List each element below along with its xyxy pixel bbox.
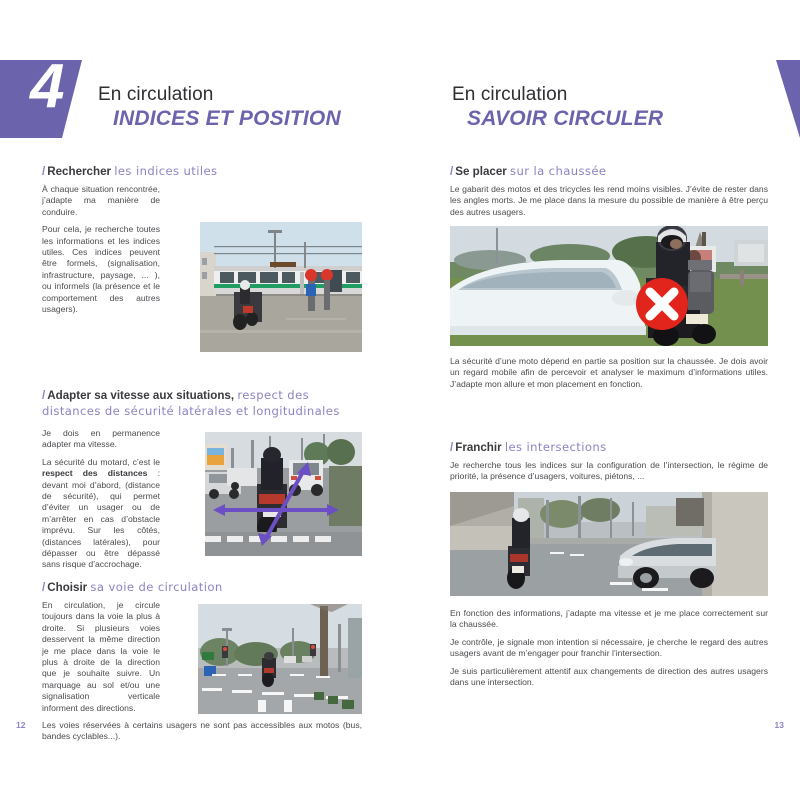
section1-para2: Pour cela, je recherche toutes les informations et les indices utiles. Ces indices peuvent être formels, (signalisation, infrastructure, paysage, ... ), ou informels (la présence et le comportement des autres usagers). (42, 224, 160, 315)
section-heading-se-placer (450, 164, 780, 179)
heading-slash-3: / (42, 581, 46, 594)
spread-canvas (0, 36, 800, 742)
heading-title-r1: Se placer (455, 165, 507, 178)
left-closing-paragraph (42, 720, 362, 743)
section2-para2: La sécurité du motard, c’est le respect des distances : devant moi d’abord, (distance de sécurité), qui permet d’éviter un usager ou de m’arrêter en cas d’obstacle imprévu. Sur les côtés, (distances latérales), pour dépasser ou être dépassé sans risque d’accrochage. (42, 456, 160, 570)
heading-slash-r1: / (450, 165, 454, 178)
photo-safety-distance (205, 432, 362, 556)
left-page-header (98, 84, 341, 131)
photo-safety-distance-art (205, 432, 362, 556)
chapter-number: 4 (30, 52, 63, 121)
heading-slash-2: / (42, 389, 46, 402)
section1-para1: À chaque situation rencontrée, j’adapte ma manière de conduire. (42, 184, 160, 217)
heading-subtitle: les indices utiles (114, 164, 218, 178)
section-heading-franchir (450, 440, 780, 455)
photo-lane-choice-art (198, 604, 362, 714)
heading-subtitle-3: sa voie de circulation (90, 580, 223, 594)
section1-body (42, 184, 160, 315)
chapter-tab-notch (62, 60, 82, 138)
right-header-line1: En circulation (452, 84, 568, 105)
photo-tram-crossing (200, 222, 362, 352)
right-header-line2: SAVOIR CIRCULER (467, 107, 664, 130)
right-page (400, 36, 800, 736)
right-page-header (452, 84, 663, 131)
page-number-left: 12 (16, 720, 26, 730)
right-section2-after (450, 608, 768, 688)
red-cross-badge (636, 278, 688, 330)
left-closing-text: Les voies réservées à certains usagers ne sont pas accessibles aux motos (bus, bandes cyclables...). (42, 720, 362, 742)
heading-subtitle-2: respect des (237, 388, 310, 402)
heading-subtitle-2-line2: distances de sécurité latérales et longitudinales (42, 404, 340, 418)
right-section1-after (450, 356, 768, 390)
section-heading-adapter (42, 388, 372, 419)
left-page (0, 36, 400, 742)
section2-bold: respect des distances (42, 468, 148, 479)
heading-subtitle-r2: les intersections (504, 440, 607, 454)
heading-title: Rechercher (47, 165, 112, 178)
photo-intersection (450, 492, 768, 596)
heading-title-3: Choisir (47, 581, 88, 594)
right-section2-after-p1: En fonction des informations, j’adapte ma vitesse et je me place correctement sur la chaussée. (450, 608, 768, 630)
section2-body (42, 428, 160, 571)
right-section1-intro-text: Le gabarit des motos et des tricycles les rend moins visibles. J’évite de rester dans les angles morts. Je me place dans la mesure du possible de manière à être perçu des autres usagers. (450, 184, 768, 217)
photo-blind-spot (450, 226, 768, 346)
right-section2-after-p2: Je contrôle, je signale mon intention si nécessaire, je cherche le regard des autres usagers avant de m’engager pour franchir l’intersection. (450, 636, 768, 659)
heading-subtitle-r1: sur la chaussée (510, 164, 607, 178)
heading-title-r2: Franchir (455, 441, 502, 454)
heading-slash-r2: / (450, 441, 454, 454)
header-purple-wedge (776, 60, 800, 138)
heading-slash: / (42, 165, 46, 178)
photo-blind-spot-art (450, 226, 768, 346)
section2-para1: Je dois en permanence adapter ma vitesse. (42, 428, 160, 450)
photo-lane-choice (198, 604, 362, 714)
right-section2-after-p3: Je suis particulièrement attentif aux changements de direction des autres usagers dans une intersection. (450, 665, 768, 688)
page-number-right: 13 (774, 720, 784, 730)
heading-title-2: Adapter sa vitesse aux situations, (47, 389, 235, 402)
section3-body (42, 600, 160, 714)
right-section2-intro (450, 460, 768, 483)
left-header-line1: En circulation (98, 84, 214, 105)
right-section1-intro (450, 184, 768, 218)
photo-tram-crossing-art (200, 222, 362, 352)
right-section1-after-p1: La sécurité d’une moto dépend en partie sa position sur la chaussée. Je dois avoir un regard mobile afin de percevoir et analyser le maximum d’informations utiles. J’adapte mon allure et mon placement en fonction. (450, 356, 768, 389)
left-header-line2: INDICES ET POSITION (113, 107, 341, 130)
photo-intersection-art (450, 492, 768, 596)
section-heading-rechercher (42, 164, 362, 179)
section-heading-choisir (42, 580, 362, 595)
right-section2-intro-text: Je recherche tous les indices sur la configuration de l’intersection, le régime de priorité, la présence d’usagers, voitures, piétons, ... (450, 460, 768, 482)
section3-para1: En circulation, je circule toujours dans la voie la plus à droite. Si plusieurs voies desservent la même direction je me place dans la voie le plus à droite de la direction que je souhaite suivre. Un marquage au sol et/ou une signalisation verticale informent des directions. (42, 600, 160, 713)
